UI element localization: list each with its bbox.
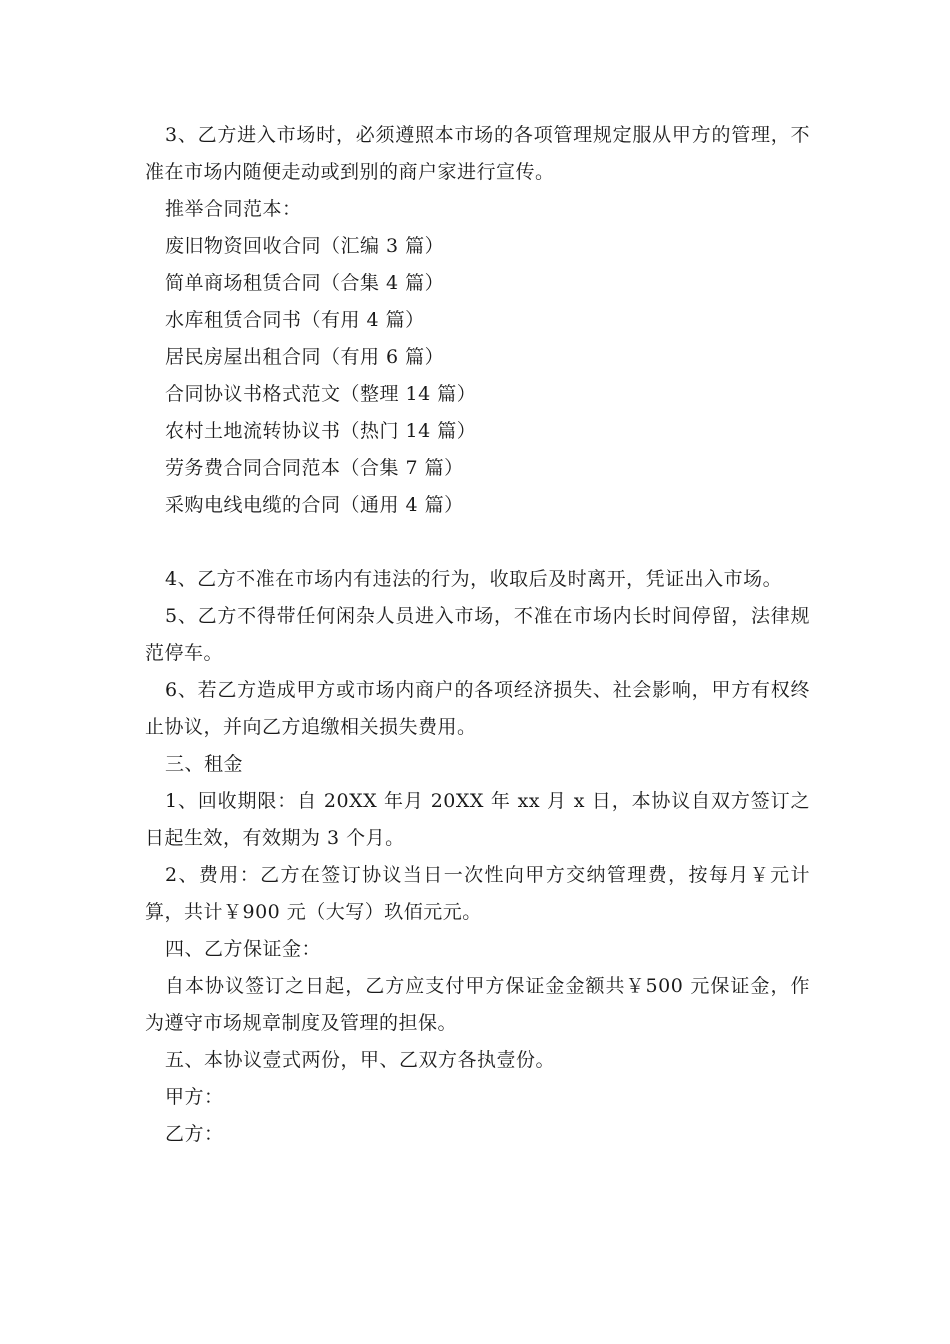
- copies-clause: 五、本协议壹式两份，甲、乙双方各执壹份。: [165, 1049, 556, 1071]
- party-a-signature: 甲方：: [165, 1086, 224, 1108]
- clause-5: 5、乙方不得带任何闲杂人员进入市场，不准在市场内长时间停留，法律规范停车。: [145, 605, 810, 664]
- recommended-link-3[interactable]: 水库租赁合同书（有用 4 篇）: [165, 309, 425, 331]
- section-rent-heading: 三、租金: [165, 753, 244, 775]
- recommended-link-1[interactable]: 废旧物资回收合同（汇编 3 篇）: [165, 235, 445, 257]
- recommended-link-2[interactable]: 简单商场租赁合同（合集 4 篇）: [165, 272, 445, 294]
- recommended-link-4[interactable]: 居民房屋出租合同（有用 6 篇）: [165, 346, 445, 368]
- clause-4: 4、乙方不准在市场内有违法的行为，收取后及时离开，凭证出入市场。: [165, 568, 783, 590]
- spacer: [145, 524, 810, 561]
- recommended-link-8[interactable]: 采购电线电缆的合同（通用 4 篇）: [165, 494, 464, 516]
- clause-6: 6、若乙方造成甲方或市场内商户的各项经济损失、社会影响，甲方有权终止协议，并向乙方追缴相关损失费用。: [145, 679, 810, 738]
- rent-term: 1、回收期限：自 20XX 年月 20XX 年 xx 月 x 日，本协议自双方签订之日起生效，有效期为 3 个月。: [145, 790, 810, 849]
- party-b-signature: 乙方：: [165, 1123, 224, 1145]
- clause-3: 3、乙方进入市场时，必须遵照本市场的各项管理规定服从甲方的管理，不准在市场内随便走动或到别的商户家进行宣传。: [145, 124, 810, 183]
- section-deposit-heading: 四、乙方保证金：: [165, 938, 322, 960]
- document-body: [145, 117, 810, 1153]
- recommend-heading: 推举合同范本：: [165, 198, 302, 220]
- rent-fee: 2、费用：乙方在签订协议当日一次性向甲方交纳管理费，按每月￥元计算，共计￥900 元（大写）玖佰元元。: [145, 864, 810, 923]
- recommended-link-6[interactable]: 农村土地流转协议书（热门 14 篇）: [165, 420, 477, 442]
- recommended-link-7[interactable]: 劳务费合同合同范本（合集 7 篇）: [165, 457, 464, 479]
- deposit-clause: 自本协议签订之日起，乙方应支付甲方保证金金额共￥500 元保证金，作为遵守市场规章制度及管理的担保。: [145, 975, 810, 1034]
- recommended-link-5[interactable]: 合同协议书格式范文（整理 14 篇）: [165, 383, 477, 405]
